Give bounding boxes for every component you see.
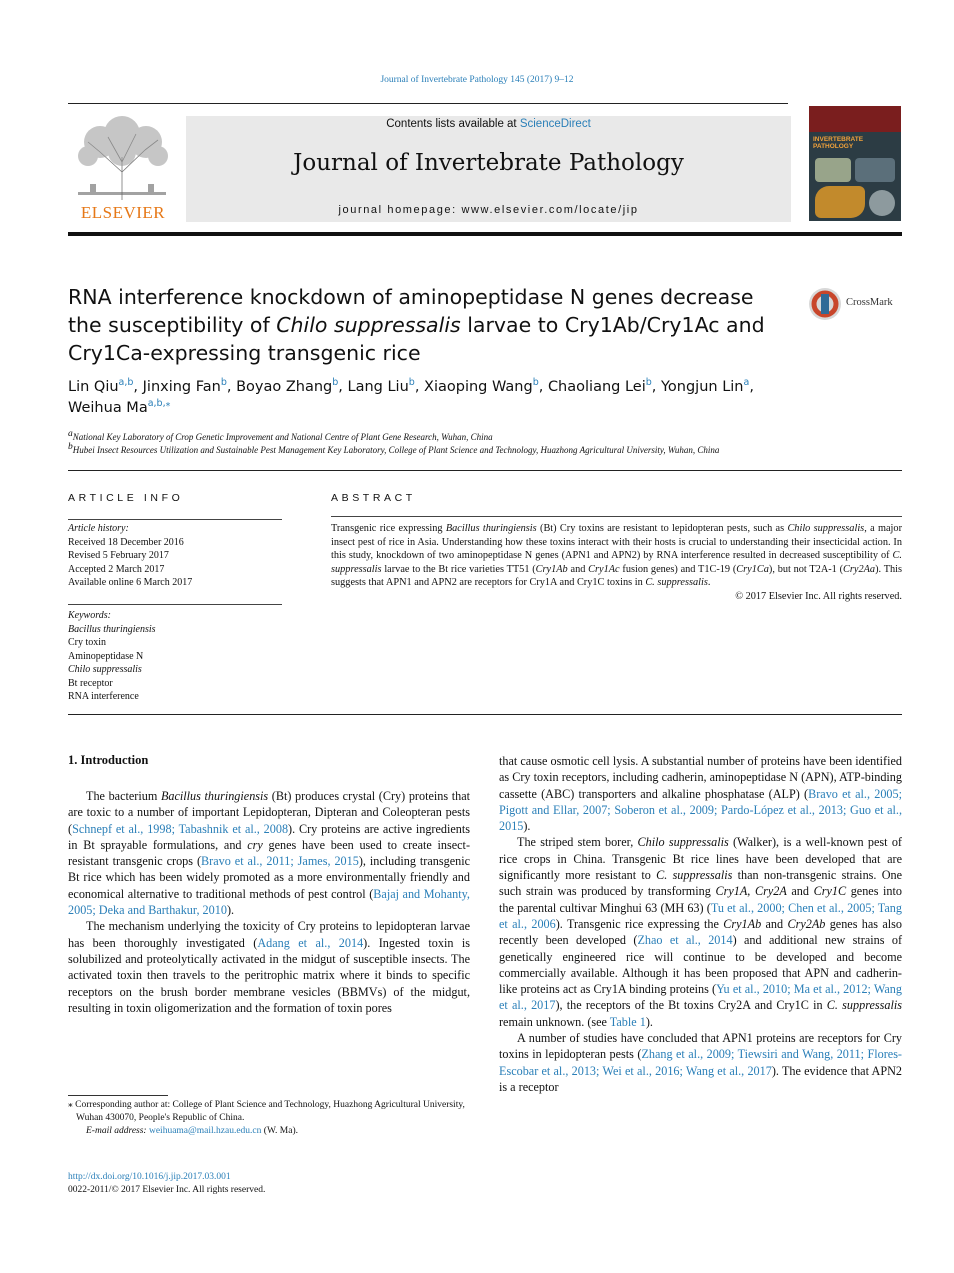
cover-image-3: [869, 190, 895, 216]
citation-link[interactable]: Tu et al., 2000; Chen et al., 2005; Tang et al., 2006: [499, 900, 902, 931]
intro-paragraph-5: A number of studies have concluded that APN1 proteins are receptors for Cry toxins in lepidopteran pests (Zhang et al., 2009; Tiewsiri and Wang, 2011; Flores-Escobar et al., 2013; Wei et al., 2016; Wang et al., 2017). The evidence that APN2 is a receptor: [499, 1031, 902, 1094]
keyword-item: RNA interference: [68, 691, 139, 702]
affiliation-mark: b: [68, 442, 73, 452]
email-link[interactable]: weihuama@mail.hzau.edu.cn: [148, 1126, 262, 1136]
author-affiliation-mark[interactable]: b: [645, 377, 652, 389]
history-revised: Revised 5 February 2017: [68, 550, 169, 561]
abstract-body: Transgenic rice expressing Bacillus thuringiensis (Bt) Cry toxins are resistant to lepidopteran pests, such as Chilo suppressalis, a major insect pest of rice in Asia. Understanding how these toxins interact with their hosts is crucial to understanding their insecticidal action. In this study, knockdown of two aminopeptidase N genes (APN1 and APN2) by RNA interference resulted in decreased susceptibility of C. suppressalis larvae to the Bt rice varieties TT51 (Cry1Ab and Cry1Ac fusion genes) and T1C-19 (Cry1Ca), but not T2A-1 (Cry2Aa). This suggests that APN1 and APN2 are receptors for Cry1A and Cry1C toxins in C. suppressalis.: [331, 523, 902, 588]
masthead-thick-rule: [68, 232, 902, 236]
citation-link[interactable]: Bravo et al., 2011; James, 2015: [201, 854, 359, 869]
intro-paragraph-3: that cause osmotic cell lysis. A substantial number of proteins have been identified as Cry toxin receptors, including cadherin, aminopeptidase N (APN), ATP-binding cassette (ABC) transporters and alkaline phosphatase (ALP) (Bravo et al., 2005; Pigott and Ellar, 2007; Soberon et al., 2009; Pardo-López et al., 2013; Guo et al., 2015).: [499, 754, 903, 834]
author-affiliation-mark[interactable]: b: [532, 377, 539, 389]
keyword-item: Cry toxin: [68, 637, 107, 648]
author-name[interactable]: Lang Liu: [347, 379, 409, 395]
email-suffix: (W. Ma).: [261, 1126, 298, 1136]
author-affiliation-mark[interactable]: a: [743, 377, 750, 389]
sciencedirect-link[interactable]: ScienceDirect: [519, 118, 591, 130]
affiliation-text: National Key Laboratory of Crop Genetic Improvement and National Centre of Plant Gene Research, Wuhan, China: [72, 432, 493, 442]
citation-link[interactable]: Zhang et al., 2009; Tiewsiri and Wang, 2011; Flores-Escobar et al., 2013; Wei et al., 2016; Wang et al., 2017: [499, 1047, 902, 1078]
citation-link[interactable]: Yu et al., 2010; Ma et al., 2012; Wang et al., 2017: [499, 982, 902, 1013]
abstract-rule: [331, 516, 902, 517]
body-column-right: [499, 753, 902, 1095]
journal-citation[interactable]: Journal of Invertebrate Pathology 145 (2017) 9–12: [380, 75, 574, 85]
issn-copyright: 0022-2011/© 2017 Elsevier Inc. All rights reserved.: [68, 1185, 266, 1195]
author-affiliation-mark[interactable]: b: [408, 377, 415, 389]
cover-band: [809, 106, 901, 132]
author-affiliation-mark[interactable]: b: [220, 377, 227, 389]
article-history: [68, 522, 282, 590]
citation-link[interactable]: Zhao et al., 2014: [637, 933, 733, 948]
title-text-1: RNA interference knockdown of aminopeptidase N genes decrease the susceptibility of: [68, 285, 754, 337]
cover-image-bee: [815, 186, 865, 218]
doi-block: [68, 1171, 468, 1197]
abstract-heading: ABSTRACT: [331, 492, 416, 504]
title-text-2: larvae to Cry1Ab/Cry1Ac and Cry1Ca-expressing transgenic rice: [68, 313, 765, 365]
citation-link[interactable]: Bajaj and Mohanty, 2005; Deka and Barthakur, 2010: [68, 886, 470, 918]
journal-title: Journal of Invertebrate Pathology: [293, 150, 684, 176]
journal-cover-thumbnail[interactable]: [809, 106, 901, 221]
body-divider: [68, 714, 902, 715]
affiliation-item: [68, 431, 902, 444]
affiliation-mark: a: [68, 429, 73, 439]
citation-link[interactable]: Schnepf et al., 1998; Tabashnik et al., 2008: [72, 821, 289, 836]
title-species: Chilo suppressalis: [276, 313, 461, 337]
abstract-text: [331, 522, 902, 603]
intro-paragraph-1: The bacterium Bacillus thuringiensis (Bt) produces crystal (Cry) proteins that are toxic to a number of important Lepidopteran, Dipteran and Coleopteran pests (Schnepf et al., 1998; Tabashnik et al., 2008). Cry proteins are active ingredients in Bt sprayable formulations, and cry genes have been used to create insect-resistant transgenic crops (Bravo et al., 2011; James, 2015), including transgenic Bt rice which has been widely promoted as a more environmentally friendly and economical alternative to traditional methods of pest control (Bajaj and Mohanty, 2005; Deka and Barthakur, 2010).: [68, 789, 470, 918]
crossmark-label: CrossMark: [846, 297, 893, 308]
journal-homepage[interactable]: journal homepage: www.elsevier.com/locate/jip: [338, 204, 639, 216]
author-affiliation-mark[interactable]: a,b: [118, 377, 134, 389]
affiliation-text: Hubei Insect Resources Utilization and Sustainable Pest Management Key Laboratory, College of Plant Science and Technology, Huazhong Agricultural University, Wuhan, China: [72, 445, 720, 455]
keywords-label: Keywords:: [68, 610, 111, 621]
history-received: Received 18 December 2016: [68, 536, 184, 548]
crossmark-badge[interactable]: [808, 287, 908, 323]
author-affiliation-mark[interactable]: b: [332, 377, 339, 389]
author-name[interactable]: Yongjun Lin: [660, 379, 744, 395]
intro-paragraph-2: The mechanism underlying the toxicity of Cry proteins to lepidopteran larvae has been thoroughly investigated (Adang et al., 2014). Ingested toxin is solubilized and proteolytically activated in the midgut of susceptible insects. The activated toxin then travels to the peritrophic matrix where it binds to specific receptors on the brush border membrane vesicles (BBMVs) of the midgut, resulting in toxin oligomerization and the formation of toxin pores: [68, 919, 470, 1015]
history-label: Article history:: [68, 523, 129, 534]
email-line: [68, 1125, 470, 1138]
table-link[interactable]: Table 1: [609, 1014, 646, 1029]
contents-text: Contents lists available at: [386, 118, 520, 130]
article-title: [68, 283, 793, 367]
cover-title-line-1: INVERTEBRATE: [813, 136, 864, 143]
article-info-rule: [68, 519, 282, 520]
affiliation-item: [68, 444, 902, 457]
footnote-rule: [68, 1095, 168, 1096]
elsevier-wordmark[interactable]: ELSEVIER: [80, 203, 166, 222]
header-rule: [68, 103, 788, 104]
cover-title: [813, 136, 863, 150]
contents-line: [186, 118, 791, 130]
intro-paragraph-4: The striped stem borer, Chilo suppressalis (Walker), is a well-known pest of rice crops in China. Transgenic Bt rice lines have been developed that are significantly more resistant to C. suppressalis than non-transgenic strains. One such strain was produced by transforming Cry1A, Cry2A and Cry1C genes into the parental cultivar Minghui 63 (MH 63) (Tu et al., 2000; Chen et al., 2005; Tang et al., 2006). Transgenic rice expressing the Cry1Ab and Cry2Ab genes has also recently been developed (Zhao et al., 2014) and additional new strains of genetically engineered rice will continue to be developed and become commercially available. Although it has been proposed that APN and cadherin-like proteins act as Cry1A binding proteins (Yu et al., 2010; Ma et al., 2012; Wang et al., 2017), the receptors of the Bt toxins Cry2A and Cry1C in C. suppressalis remain unknown. (see Table 1).: [499, 835, 903, 1029]
citation-link[interactable]: Bravo et al., 2005; Pigott and Ellar, 2007; Soberon et al., 2009; Pardo-López et al., 2013; Guo et al., 2015: [499, 786, 903, 834]
author-name[interactable]: Jinxing Fan: [142, 379, 221, 395]
author-affiliation-mark[interactable]: a,b,⁎: [147, 398, 171, 410]
author-name[interactable]: Lin Qiu: [68, 379, 119, 395]
email-label: E-mail address:: [86, 1126, 149, 1136]
crossmark-icon: [808, 287, 842, 321]
affiliations: [68, 431, 902, 457]
keyword-item: Chilo suppressalis: [68, 664, 142, 675]
author-name[interactable]: Xiaoping Wang: [424, 379, 533, 395]
author-name[interactable]: Chaoliang Lei: [547, 379, 646, 395]
elsevier-tree-logo: [70, 112, 174, 202]
citation-link[interactable]: Adang et al., 2014: [257, 935, 364, 950]
cover-image-2: [855, 158, 895, 182]
keywords: [68, 609, 282, 704]
body-column-left: [68, 788, 470, 1016]
article-info-heading: ARTICLE INFO: [68, 492, 184, 504]
keywords-rule: [68, 604, 282, 605]
history-accepted: Accepted 2 March 2017: [68, 563, 165, 575]
author-list: Lin Qiu$^{a,b}$, Jinxing Fan$^b$, Boyao Zhang$^b$, Lang Liu$^b$, Xiaoping Wang$^b$, Chaoliang Lei$^b$, Yongjun Lin$^a$, Weihua $Ma^{a,b,⁎}$: [68, 377, 754, 416]
cover-title-line-2: PATHOLOGY: [813, 143, 854, 150]
history-online: Available online 6 March 2017: [68, 577, 193, 588]
keyword-item: Bt receptor: [68, 677, 113, 689]
cover-image-1: [815, 158, 851, 182]
keyword-item: Bacillus thuringiensis: [68, 623, 156, 635]
corresponding-author-note: ⁎ Corresponding author at: College of Plant Science and Technology, Huazhong Agricultural University, Wuhan 430070, People's Republic of China.: [68, 1100, 465, 1123]
author-name[interactable]: Weihua Ma: [68, 400, 148, 416]
author-name[interactable]: Boyao Zhang: [236, 379, 333, 395]
abstract-copyright: © 2017 Elsevier Inc. All rights reserved.: [735, 590, 902, 602]
keyword-item: Aminopeptidase N: [68, 650, 144, 662]
footnote: [68, 1099, 470, 1138]
header-divider: [68, 470, 902, 471]
doi-link[interactable]: http://dx.doi.org/10.1016/j.jip.2017.03.001: [68, 1172, 231, 1182]
section-heading-introduction: 1. Introduction: [68, 753, 149, 767]
